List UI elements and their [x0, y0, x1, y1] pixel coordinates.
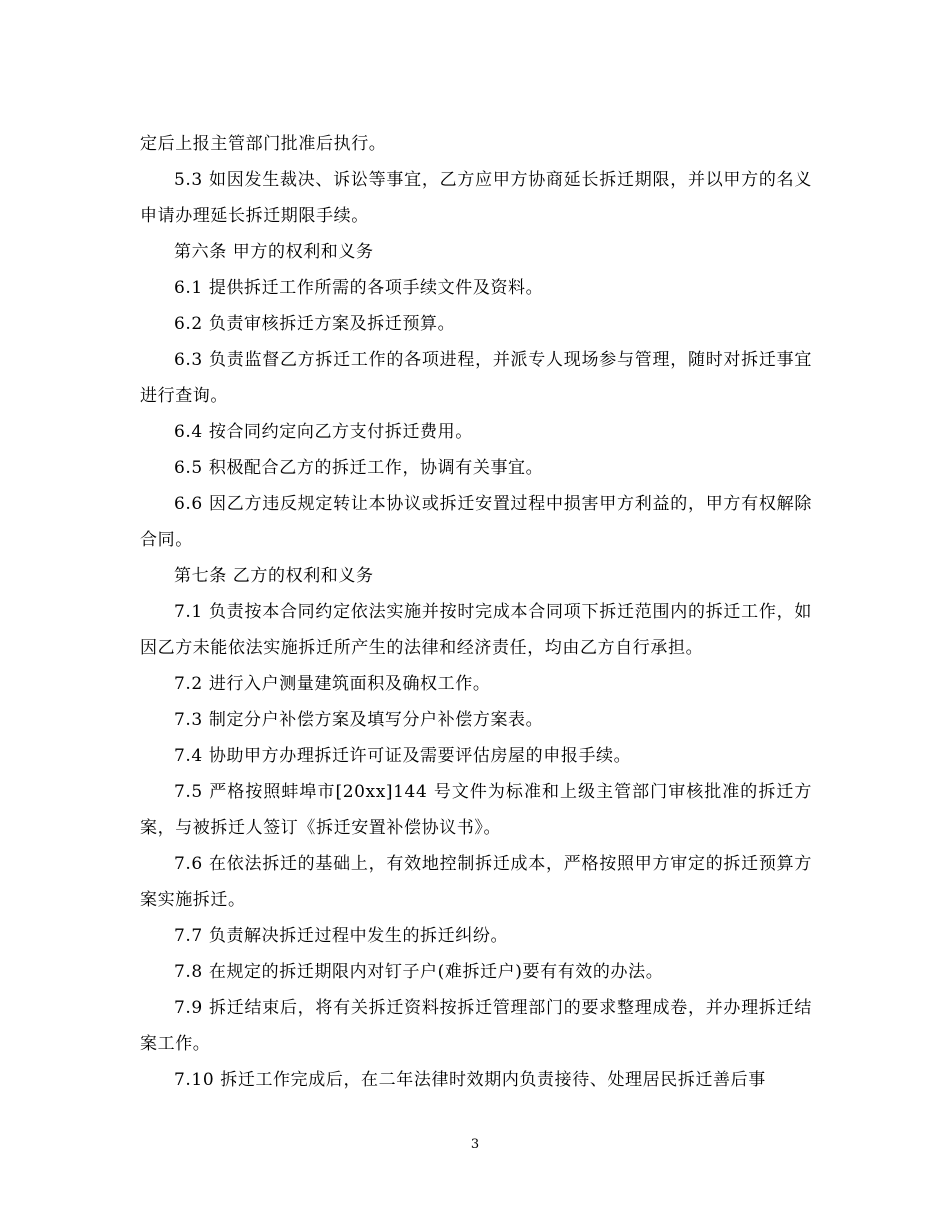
paragraph: 7.4 协助甲方办理拆迁许可证及需要评估房屋的申报手续。	[174, 746, 632, 766]
paragraph: 6.1 提供拆迁工作所需的各项手续文件及资料。	[174, 278, 544, 298]
paragraph: 6.2 负责审核拆迁方案及拆迁预算。	[174, 314, 456, 334]
paragraph: 6.4 按合同约定向乙方支付拆迁费用。	[174, 422, 473, 442]
paragraph: 7.7 负责解决拆迁过程中发生的拆迁纠纷。	[174, 926, 509, 946]
paragraph: 定后上报主管部门批准后执行。	[140, 134, 387, 154]
paragraph: 7.10 拆迁工作完成后，在二年法律时效期内负责接待、处理居民拆迁善后事	[174, 1070, 766, 1090]
paragraph: 7.3 制定分户补偿方案及填写分户补偿方案表。	[174, 710, 544, 730]
document-body	[140, 126, 812, 1098]
paragraph: 7.5 严格按照蚌埠市[20xx]144 号文件为标准和上级主管部门审核批准的拆迁方案，与被拆迁人签订《拆迁安置补偿协议书》。	[140, 782, 812, 838]
paragraph: 7.8 在规定的拆迁期限内对钉子户(难拆迁户)要有有效的办法。	[174, 962, 664, 982]
page-number: 3	[470, 1137, 480, 1152]
paragraph: 7.6 在依法拆迁的基础上，有效地控制拆迁成本，严格按照甲方审定的拆迁预算方案实施拆迁。	[140, 854, 812, 910]
paragraph: 7.2 进行入户测量建筑面积及确权工作。	[174, 674, 491, 694]
section-heading: 第六条 甲方的权利和义务	[174, 242, 374, 262]
paragraph: 5.3 如因发生裁决、诉讼等事宜，乙方应甲方协商延长拆迁期限，并以甲方的名义申请办理延长拆迁期限手续。	[140, 170, 812, 226]
paragraph: 6.6 因乙方违反规定转让本协议或拆迁安置过程中损害甲方利益的，甲方有权解除合同。	[140, 494, 812, 550]
paragraph: 7.9 拆迁结束后，将有关拆迁资料按拆迁管理部门的要求整理成卷，并办理拆迁结案工作。	[140, 998, 812, 1054]
paragraph: 6.3 负责监督乙方拆迁工作的各项进程，并派专人现场参与管理，随时对拆迁事宜进行查询。	[140, 350, 812, 406]
section-heading: 第七条 乙方的权利和义务	[174, 566, 374, 586]
paragraph: 7.1 负责按本合同约定依法实施并按时完成本合同项下拆迁范围内的拆迁工作，如因乙方未能依法实施拆迁所产生的法律和经济责任，均由乙方自行承担。	[140, 602, 812, 658]
paragraph: 6.5 积极配合乙方的拆迁工作，协调有关事宜。	[174, 458, 544, 478]
